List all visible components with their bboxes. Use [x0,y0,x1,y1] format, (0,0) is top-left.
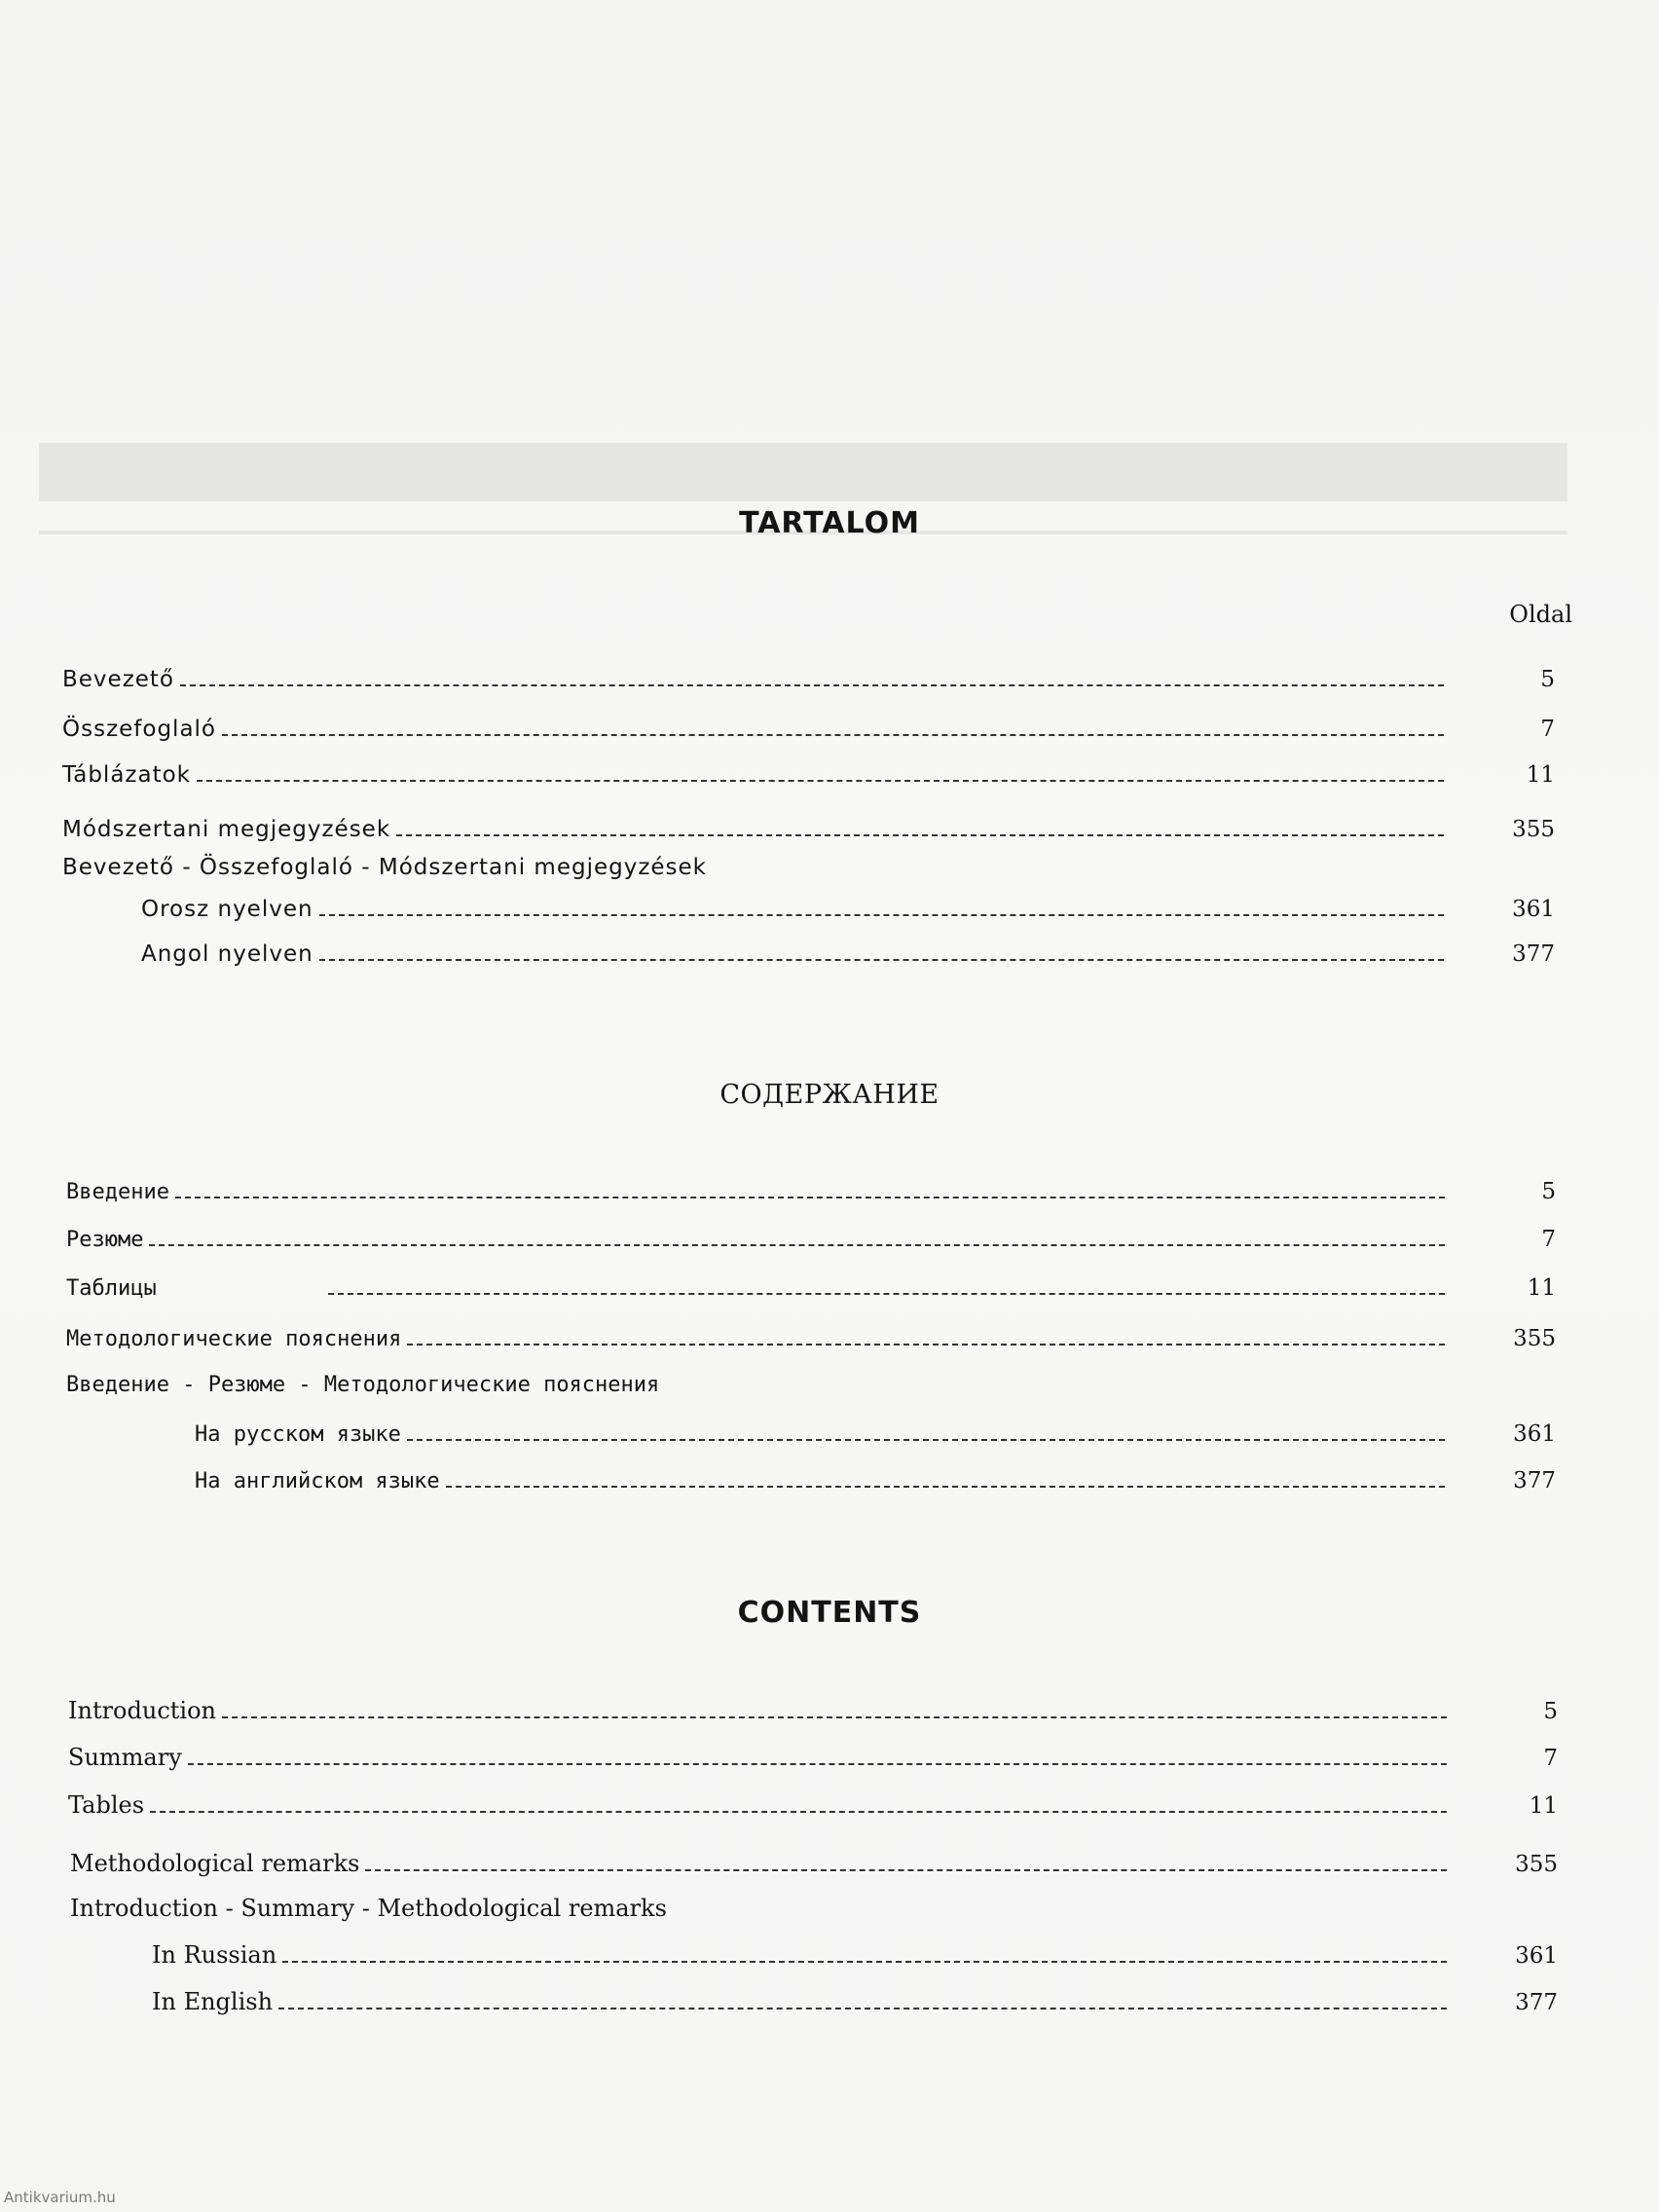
toc-entry[interactable] [66,1169,1556,1204]
toc-entry[interactable] [62,807,1555,842]
toc-entry-page: 355 [1515,1852,1558,1877]
toc-entry-page: 377 [1515,1990,1558,2015]
toc-entry-page: 355 [1512,817,1555,842]
toc-entry-label: Введение [66,1180,169,1204]
toc-entry-label: Orosz nyelven [141,897,313,922]
toc-entry-page: 361 [1512,897,1555,922]
toc-entry-label: Angol nyelven [141,941,313,967]
dot-leader [282,1961,1447,1963]
dot-leader [319,914,1444,916]
toc-entry-page: 5 [1543,1699,1558,1724]
dot-leader [278,2008,1447,2009]
toc-entry-page: 7 [1540,717,1555,742]
toc-entry-label: Методологические пояснения [66,1327,402,1351]
section-title-contents: CONTENTS [737,1596,922,1630]
toc-entry[interactable] [62,753,1555,788]
toc-entry-page: 11 [1527,1275,1556,1301]
toc-entry-label: Methodological remarks [70,1850,360,1877]
toc-sub-entry[interactable] [195,1458,1556,1493]
toc-entry-label: Módszertani megjegyzések [62,817,391,842]
dot-leader [222,734,1444,736]
toc-entry-label: Bevezető [62,667,175,692]
watermark: Antikvarium.hu [4,2189,116,2206]
toc-entry-label: Резюме [66,1228,144,1252]
toc-entry-label: Táblázatok [62,762,191,788]
toc-sub-entry[interactable] [195,1412,1556,1447]
toc-group-heading: Введение - Резюме - Методологические пояснения [66,1373,660,1397]
dot-leader [149,1244,1445,1246]
toc-entry[interactable] [62,707,1555,742]
toc-entry-label: На английском языке [195,1469,440,1493]
dot-leader [407,1439,1445,1441]
toc-entry-page: 7 [1541,1227,1556,1252]
toc-entry-page: 355 [1513,1326,1556,1351]
toc-group-heading: Introduction - Summary - Methodological remarks [70,1895,667,1922]
toc-entry[interactable] [66,1316,1556,1351]
toc-sub-entry[interactable] [152,1934,1558,1969]
toc-entry-label: Таблицы [66,1276,157,1301]
toc-entry-page: 11 [1529,1793,1558,1819]
dot-leader [407,1344,1445,1346]
toc-entry[interactable] [70,1842,1558,1877]
toc-entry-label: Summary [68,1744,182,1771]
toc-sub-entry[interactable] [152,1980,1558,2015]
toc-entry[interactable] [66,1217,1556,1252]
dot-leader [319,959,1444,961]
toc-entry-page: 361 [1515,1943,1558,1969]
section-title-soderzhanie: СОДЕРЖАНИЕ [719,1080,940,1110]
toc-entry-label: Összefoglaló [62,717,217,742]
dot-leader [328,1293,1445,1295]
toc-entry-page: 11 [1526,762,1555,788]
dot-leader [150,1811,1447,1813]
toc-entry-label: Tables [68,1791,145,1819]
toc-entry[interactable] [68,1736,1558,1771]
toc-entry-page: 5 [1540,667,1555,692]
toc-entry-label: In Russian [152,1941,277,1969]
dot-leader [222,1716,1447,1718]
toc-entry-page: 7 [1543,1746,1558,1771]
dot-leader [446,1486,1445,1488]
toc-entry-page: 361 [1513,1421,1556,1447]
toc-entry[interactable] [62,657,1555,692]
dot-leader [180,684,1444,686]
toc-entry-label: Introduction [68,1697,216,1724]
toc-entry[interactable] [66,1266,1556,1301]
dot-leader [188,1763,1447,1765]
toc-group-heading: Bevezető - Összefoglaló - Módszertani megjegyzések [62,855,708,880]
dot-leader [365,1869,1447,1871]
dot-leader [197,780,1444,782]
toc-entry-page: 377 [1513,1468,1556,1493]
toc-entry[interactable] [68,1689,1558,1724]
toc-entry-label: На русском языке [195,1422,401,1447]
dot-leader [175,1197,1445,1198]
toc-entry-page: 5 [1541,1179,1556,1204]
page-column-label: Oldal [1509,601,1572,628]
toc-entry-label: In English [152,1988,274,2015]
toc-sub-entry[interactable] [141,932,1555,967]
toc-sub-entry[interactable] [141,887,1555,922]
toc-entry-page: 377 [1512,941,1555,967]
section-title-tartalom: TARTALOM [739,506,920,540]
toc-entry[interactable] [68,1784,1558,1819]
dot-leader [396,834,1444,836]
